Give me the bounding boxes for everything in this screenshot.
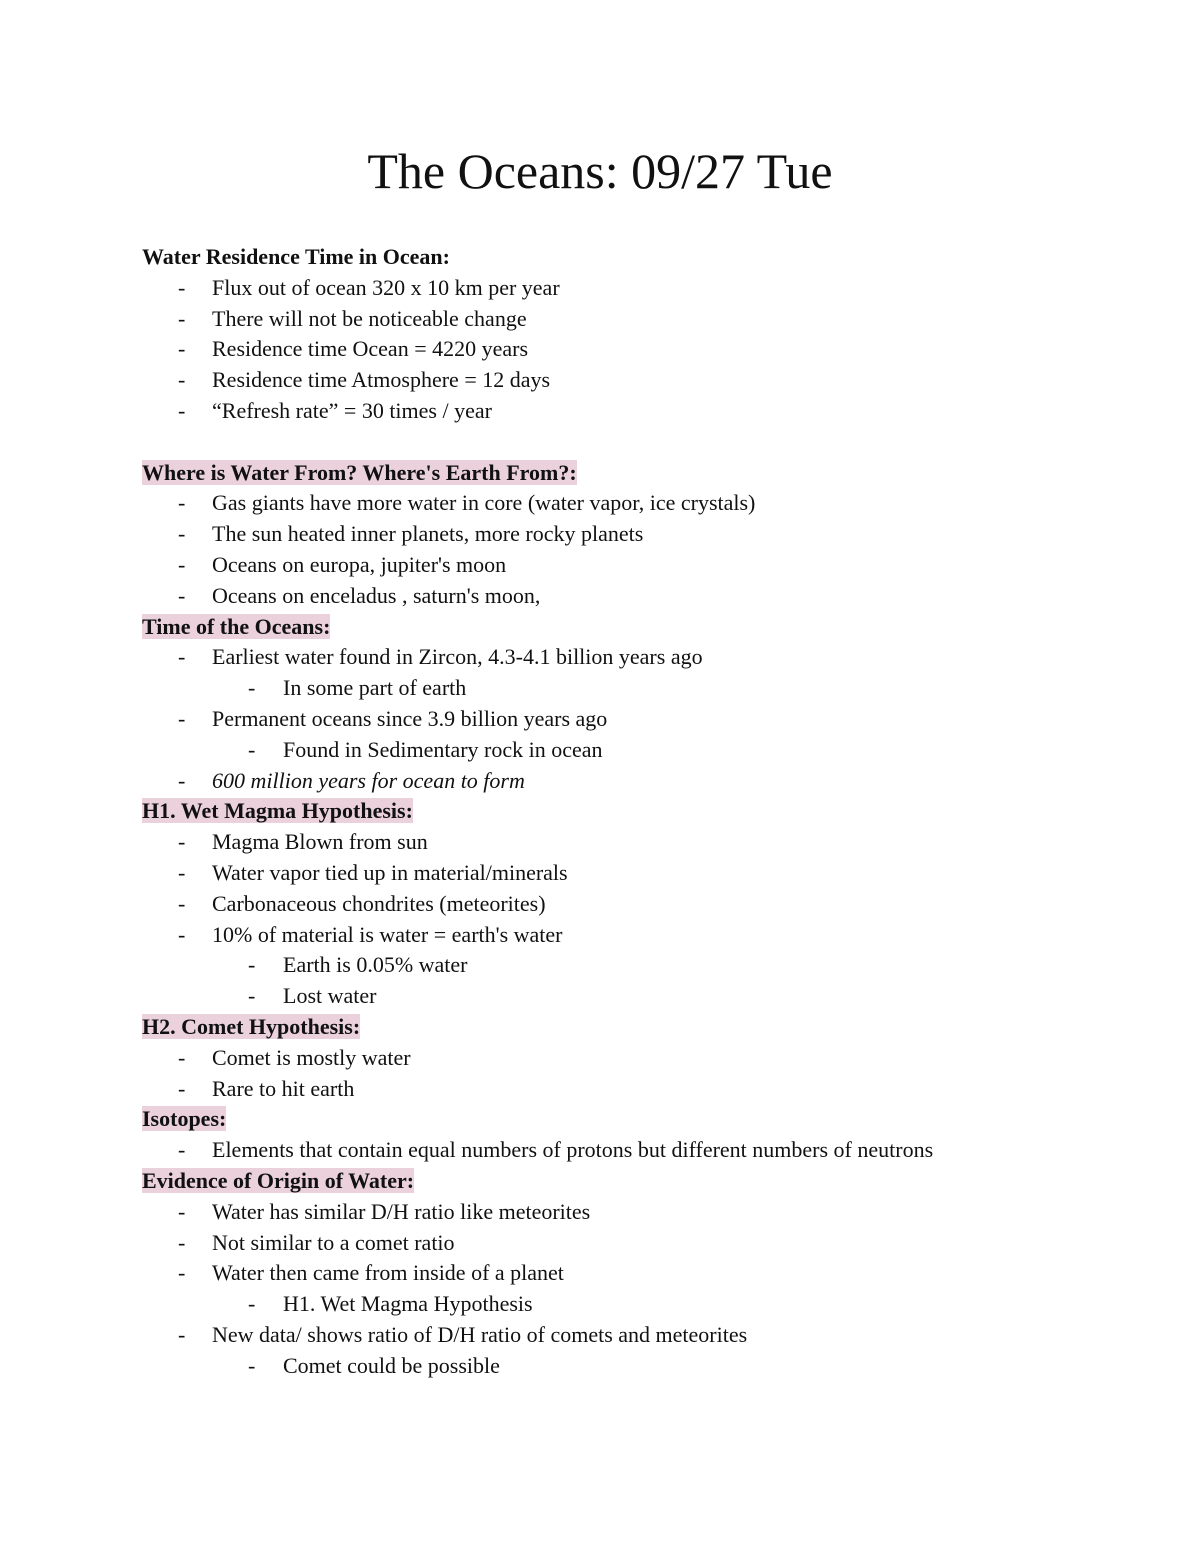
- list-item: - Residence time Atmosphere = 12 days: [142, 365, 1022, 396]
- dash-bullet: -: [248, 1352, 256, 1378]
- dash-bullet: -: [178, 1260, 186, 1286]
- list-item: - Elements that contain equal numbers of protons but different numbers of neutrons: [142, 1135, 1022, 1166]
- dash-bullet: -: [248, 675, 256, 701]
- list-item: - Water vapor tied up in material/minerals: [142, 858, 1022, 889]
- list-item: - 600 million years for ocean to form: [142, 766, 1022, 797]
- dash-bullet: -: [248, 952, 256, 978]
- section-where-is-water-from: [142, 458, 1022, 612]
- bullet-list: [142, 827, 1022, 1012]
- list-item: - Residence time Ocean = 4220 years: [142, 334, 1022, 365]
- list-item: - Carbonaceous chondrites (meteorites): [142, 889, 1022, 920]
- dash-bullet: -: [178, 1044, 186, 1070]
- list-item: - Oceans on enceladus , saturn's moon,: [142, 581, 1022, 612]
- list-item: - Earliest water found in Zircon, 4.3-4.1 billion years ago - In some part of earth: [142, 642, 1022, 704]
- section-heading: [142, 796, 1022, 827]
- sub-list-item: - Earth is 0.05% water: [212, 950, 1022, 981]
- list-item: - Comet is mostly water: [142, 1043, 1022, 1074]
- dash-bullet: -: [178, 705, 186, 731]
- dash-bullet: -: [248, 736, 256, 762]
- list-item: - There will not be noticeable change: [142, 304, 1022, 335]
- dash-bullet: -: [178, 1137, 186, 1163]
- list-item: - Permanent oceans since 3.9 billion years ago - Found in Sedimentary rock in ocean: [142, 704, 1022, 766]
- sub-bullet-list: [212, 673, 1022, 704]
- dash-bullet: -: [178, 1321, 186, 1347]
- list-item: - Rare to hit earth: [142, 1074, 1022, 1105]
- section-evidence-of-origin: [142, 1166, 1022, 1382]
- section-isotopes: [142, 1104, 1022, 1166]
- section-heading: [142, 612, 1022, 643]
- bullet-list: [142, 1043, 1022, 1105]
- sub-list-item: - Found in Sedimentary rock in ocean: [212, 735, 1022, 766]
- dash-bullet: -: [178, 921, 186, 947]
- dash-bullet: -: [178, 274, 186, 300]
- sub-list-item: - In some part of earth: [212, 673, 1022, 704]
- dash-bullet: -: [178, 767, 186, 793]
- list-item: - Not similar to a comet ratio: [142, 1228, 1022, 1259]
- list-item: - Gas giants have more water in core (water vapor, ice crystals): [142, 488, 1022, 519]
- section-water-residence-time: [142, 242, 1022, 427]
- sub-bullet-list: [212, 1351, 1022, 1382]
- highlighted-heading: H2. Comet Hypothesis:: [142, 1013, 361, 1039]
- bullet-list: [142, 1135, 1022, 1166]
- list-item: - Water has similar D/H ratio like meteorites: [142, 1197, 1022, 1228]
- dash-bullet: -: [178, 890, 186, 916]
- highlighted-heading: Evidence of Origin of Water:: [142, 1167, 415, 1193]
- section-heading: Water Residence Time in Ocean:: [142, 244, 450, 269]
- dash-bullet: -: [178, 859, 186, 885]
- bullet-list: [142, 1197, 1022, 1382]
- section-heading: [142, 1166, 1022, 1197]
- dash-bullet: -: [178, 1198, 186, 1224]
- dash-bullet: -: [178, 367, 186, 393]
- dash-bullet: -: [178, 1229, 186, 1255]
- spacer: [142, 427, 1022, 458]
- dash-bullet: -: [178, 644, 186, 670]
- list-item: - Flux out of ocean 320 x 10 km per year: [142, 273, 1022, 304]
- sub-list-item: - Comet could be possible: [212, 1351, 1022, 1382]
- list-item: - Water then came from inside of a planet - H1. Wet Magma Hypothesis: [142, 1258, 1022, 1320]
- section-heading: [142, 458, 1022, 489]
- list-item: - Oceans on europa, jupiter's moon: [142, 550, 1022, 581]
- highlighted-heading: Where is Water From? Where's Earth From?:: [142, 459, 577, 485]
- bullet-list: [142, 273, 1022, 427]
- highlighted-heading: Time of the Oceans:: [142, 613, 331, 639]
- dash-bullet: -: [248, 1291, 256, 1317]
- notes-content: [142, 242, 1022, 1381]
- sub-bullet-list: [212, 735, 1022, 766]
- list-item: - The sun heated inner planets, more rocky planets: [142, 519, 1022, 550]
- dash-bullet: -: [178, 305, 186, 331]
- bullet-list: [142, 642, 1022, 796]
- section-heading: [142, 1104, 1022, 1135]
- highlighted-heading: Isotopes:: [142, 1106, 227, 1132]
- dash-bullet: -: [178, 582, 186, 608]
- list-item: - Magma Blown from sun: [142, 827, 1022, 858]
- sub-bullet-list: [212, 950, 1022, 1012]
- dash-bullet: -: [178, 521, 186, 547]
- section-heading: [142, 1012, 1022, 1043]
- list-item: - “Refresh rate” = 30 times / year: [142, 396, 1022, 427]
- dash-bullet: -: [178, 1075, 186, 1101]
- section-wet-magma-hypothesis: [142, 796, 1022, 1012]
- dash-bullet: -: [178, 490, 186, 516]
- sub-list-item: - Lost water: [212, 981, 1022, 1012]
- dash-bullet: -: [178, 829, 186, 855]
- page-title: The Oceans: 09/27 Tue: [367, 143, 833, 199]
- dash-bullet: -: [178, 551, 186, 577]
- dash-bullet: -: [248, 983, 256, 1009]
- bullet-list: [142, 488, 1022, 611]
- section-time-of-the-oceans: [142, 612, 1022, 797]
- dash-bullet: -: [178, 397, 186, 423]
- sub-list-item: - H1. Wet Magma Hypothesis: [212, 1289, 1022, 1320]
- list-item: - New data/ shows ratio of D/H ratio of comets and meteorites - Comet could be possible: [142, 1320, 1022, 1382]
- highlighted-heading: H1. Wet Magma Hypothesis:: [142, 798, 413, 824]
- section-comet-hypothesis: [142, 1012, 1022, 1104]
- sub-bullet-list: [212, 1289, 1022, 1320]
- dash-bullet: -: [178, 336, 186, 362]
- list-item: - 10% of material is water = earth's water - Earth is 0.05% water - Lost water: [142, 920, 1022, 1012]
